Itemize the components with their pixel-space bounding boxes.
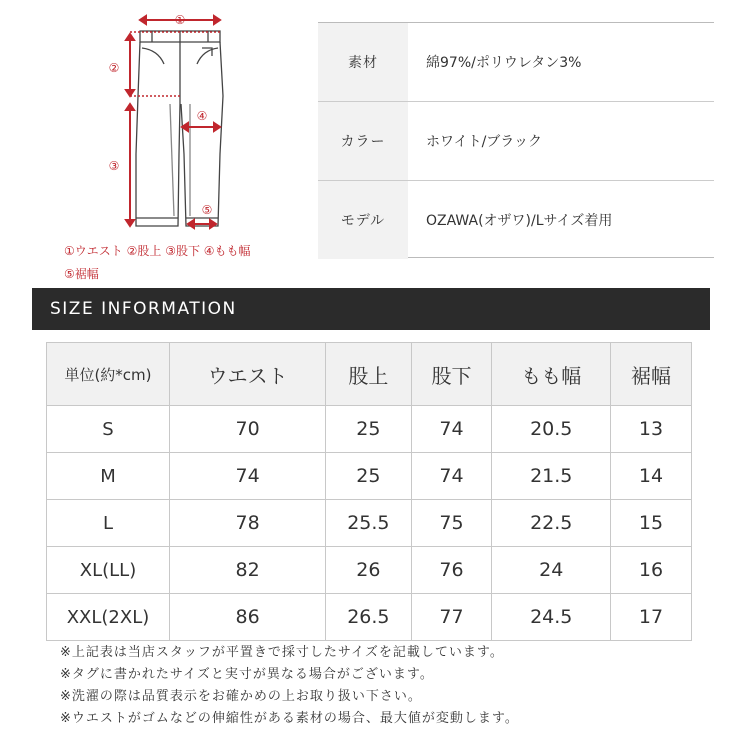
header-unit: 単位(約*cm) [47,343,170,406]
value-cell: 15 [611,500,692,547]
size-cell: S [47,406,170,453]
section-title: SIZE INFORMATION [32,288,710,330]
size-table [46,342,692,641]
spec-label: モデル [318,181,408,259]
header-rise: 股上 [326,343,411,406]
value-cell: 21.5 [492,453,611,500]
value-cell: 74 [411,453,492,500]
marker-3: ③ [108,159,120,173]
marker-4: ④ [196,109,208,123]
spec-label: 素材 [318,23,408,101]
value-cell: 17 [611,594,692,641]
value-cell: 70 [170,406,326,453]
note-line: ※ウエストがゴムなどの伸縮性がある素材の場合、最大値が変動します。 [60,711,519,726]
spec-label: カラー [318,102,408,180]
legend-thigh: ④もも幅 [203,244,251,258]
value-cell: 24.5 [492,594,611,641]
value-cell: 78 [170,500,326,547]
note-line: ※上記表は当店スタッフが平置きで採寸したサイズを記載しています。 [60,645,504,660]
header-waist: ウエスト [170,343,326,406]
table-row [47,406,692,453]
header-inseam: 股下 [411,343,492,406]
spec-value: 綿97%/ポリウレタン3% [426,55,582,71]
legend-rise: ②股上 [126,244,162,258]
header-hem: 裾幅 [611,343,692,406]
spec-value: ホワイト/ブラック [426,134,543,150]
value-cell: 82 [170,547,326,594]
spec-value: OZAWA(オザワ)/Lサイズ着用 [426,213,613,229]
marker-1: ① [174,13,186,27]
table-row [47,500,692,547]
value-cell: 25 [326,406,411,453]
spec-row-material [318,23,714,102]
size-cell: XXL(2XL) [47,594,170,641]
value-cell: 26 [326,547,411,594]
value-cell: 25 [326,453,411,500]
spec-row-color [318,102,714,181]
table-row [47,547,692,594]
legend-hem: ⑤裾幅 [64,267,99,281]
value-cell: 16 [611,547,692,594]
size-cell: L [47,500,170,547]
table-row [47,594,692,641]
size-cell: XL(LL) [47,547,170,594]
value-cell: 77 [411,594,492,641]
value-cell: 76 [411,547,492,594]
value-cell: 24 [492,547,611,594]
value-cell: 22.5 [492,500,611,547]
spec-table [318,22,714,258]
legend-inseam: ③股下 [165,244,200,258]
table-row [47,453,692,500]
marker-5: ⑤ [201,203,213,217]
header-thigh: もも幅 [492,343,611,406]
value-cell: 75 [411,500,492,547]
value-cell: 74 [170,453,326,500]
size-table-header [47,343,692,406]
value-cell: 13 [611,406,692,453]
note-line: ※洗濯の際は品質表示をお確かめの上お取り扱い下さい。 [60,689,422,704]
size-cell: M [47,453,170,500]
notes [60,642,519,730]
value-cell: 26.5 [326,594,411,641]
pants-illustration [60,4,330,244]
value-cell: 25.5 [326,500,411,547]
spec-row-model [318,181,714,259]
value-cell: 86 [170,594,326,641]
value-cell: 14 [611,453,692,500]
marker-2: ② [108,61,120,75]
legend-waist: ①ウエスト [64,244,123,258]
note-line: ※タグに書かれたサイズと実寸が異なる場合がございます。 [60,667,434,682]
value-cell: 74 [411,406,492,453]
diagram-legend [64,240,324,286]
value-cell: 20.5 [492,406,611,453]
